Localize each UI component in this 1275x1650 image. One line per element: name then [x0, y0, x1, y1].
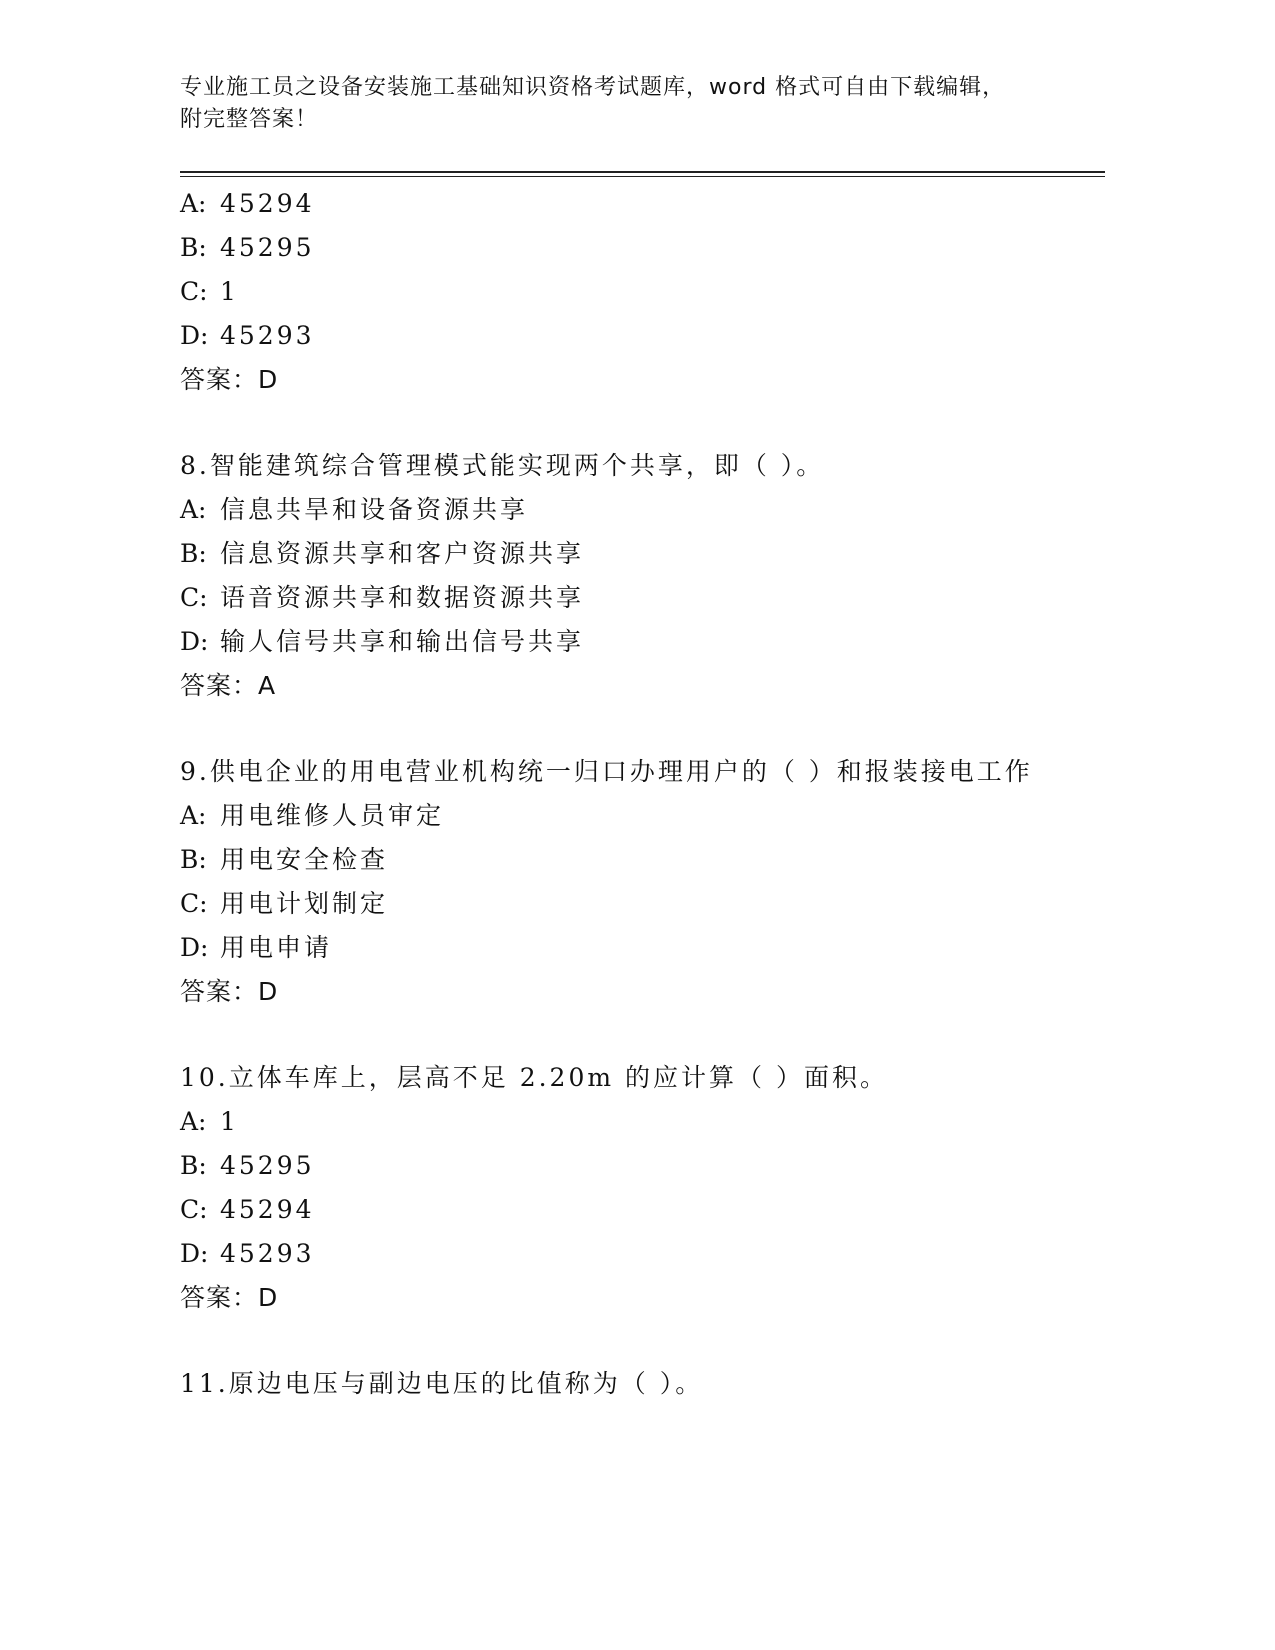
option-a [180, 182, 1100, 226]
header-line-2: 附完整答案！ [180, 107, 319, 132]
header-divider-top [180, 171, 1105, 173]
option-key: D: [180, 1239, 209, 1268]
option-text: 45293 [220, 321, 315, 350]
question-stem: 9.供电企业的用电营业机构统一归口办理用户的（ ）和报装接电工作 [180, 757, 1033, 786]
spacer [180, 708, 1100, 750]
option-a [180, 794, 1100, 838]
question-10 [180, 1056, 1100, 1320]
option-c [180, 1188, 1100, 1232]
option-b [180, 1144, 1100, 1188]
option-c [180, 270, 1100, 314]
answer: 答案：D [180, 1283, 279, 1312]
question-stem: 10.立体车库上，层高不足 2.20m 的应计算（ ）面积。 [180, 1063, 888, 1092]
option-key: B: [180, 845, 207, 874]
header-divider-bottom [180, 176, 1105, 177]
answer: 答案：D [180, 977, 279, 1006]
option-d [180, 926, 1100, 970]
option-key: C: [180, 889, 208, 918]
option-text: 用电计划制定 [220, 889, 389, 918]
option-b [180, 532, 1100, 576]
option-key: D: [180, 321, 209, 350]
question-stem: 11.原边电压与副边电压的比值称为（ ）。 [180, 1369, 704, 1398]
option-text: 输人信号共享和输出信号共享 [220, 627, 585, 656]
option-key: C: [180, 277, 208, 306]
option-key: A: [180, 495, 207, 524]
option-text: 用电安全检查 [220, 845, 389, 874]
option-text: 1 [220, 1107, 239, 1136]
option-key: C: [180, 1195, 208, 1224]
option-b [180, 838, 1100, 882]
option-text: 1 [220, 277, 239, 306]
question-8 [180, 444, 1100, 708]
spacer [180, 402, 1100, 444]
option-text: 信息资源共享和客户资源共享 [220, 539, 585, 568]
option-key: B: [180, 233, 207, 262]
option-d [180, 314, 1100, 358]
option-d [180, 1232, 1100, 1276]
option-key: A: [180, 801, 207, 830]
option-c [180, 882, 1100, 926]
option-text: 用电申请 [220, 933, 333, 962]
option-key: A: [180, 189, 207, 218]
option-text: 信息共旱和设备资源共享 [220, 495, 529, 524]
answer: 答案：D [180, 365, 279, 394]
spacer [180, 1320, 1100, 1362]
option-text: 45293 [220, 1239, 315, 1268]
option-key: C: [180, 583, 208, 612]
question-7 [180, 182, 1100, 402]
option-key: D: [180, 933, 209, 962]
question-list [180, 182, 1100, 1406]
question-9 [180, 750, 1100, 1014]
option-text: 45294 [220, 189, 315, 218]
option-key: A: [180, 1107, 207, 1136]
option-text: 用电维修人员审定 [220, 801, 445, 830]
option-text: 45294 [220, 1195, 315, 1224]
option-b [180, 226, 1100, 270]
option-c [180, 576, 1100, 620]
option-key: B: [180, 1151, 207, 1180]
header-line-1: 专业施工员之设备安装施工基础知识资格考试题库，word 格式可自由下载编辑， [180, 75, 1006, 100]
option-text: 语音资源共享和数据资源共享 [220, 583, 585, 612]
question-stem: 8.智能建筑综合管理模式能实现两个共享，即（ ）。 [180, 451, 825, 480]
option-key: B: [180, 539, 207, 568]
option-key: D: [180, 627, 209, 656]
option-a [180, 488, 1100, 532]
option-text: 45295 [220, 233, 315, 262]
question-11 [180, 1362, 1100, 1406]
document-header [180, 72, 1080, 136]
spacer [180, 1014, 1100, 1056]
option-a [180, 1100, 1100, 1144]
option-text: 45295 [220, 1151, 315, 1180]
answer: 答案：A [180, 671, 277, 700]
option-d [180, 620, 1100, 664]
